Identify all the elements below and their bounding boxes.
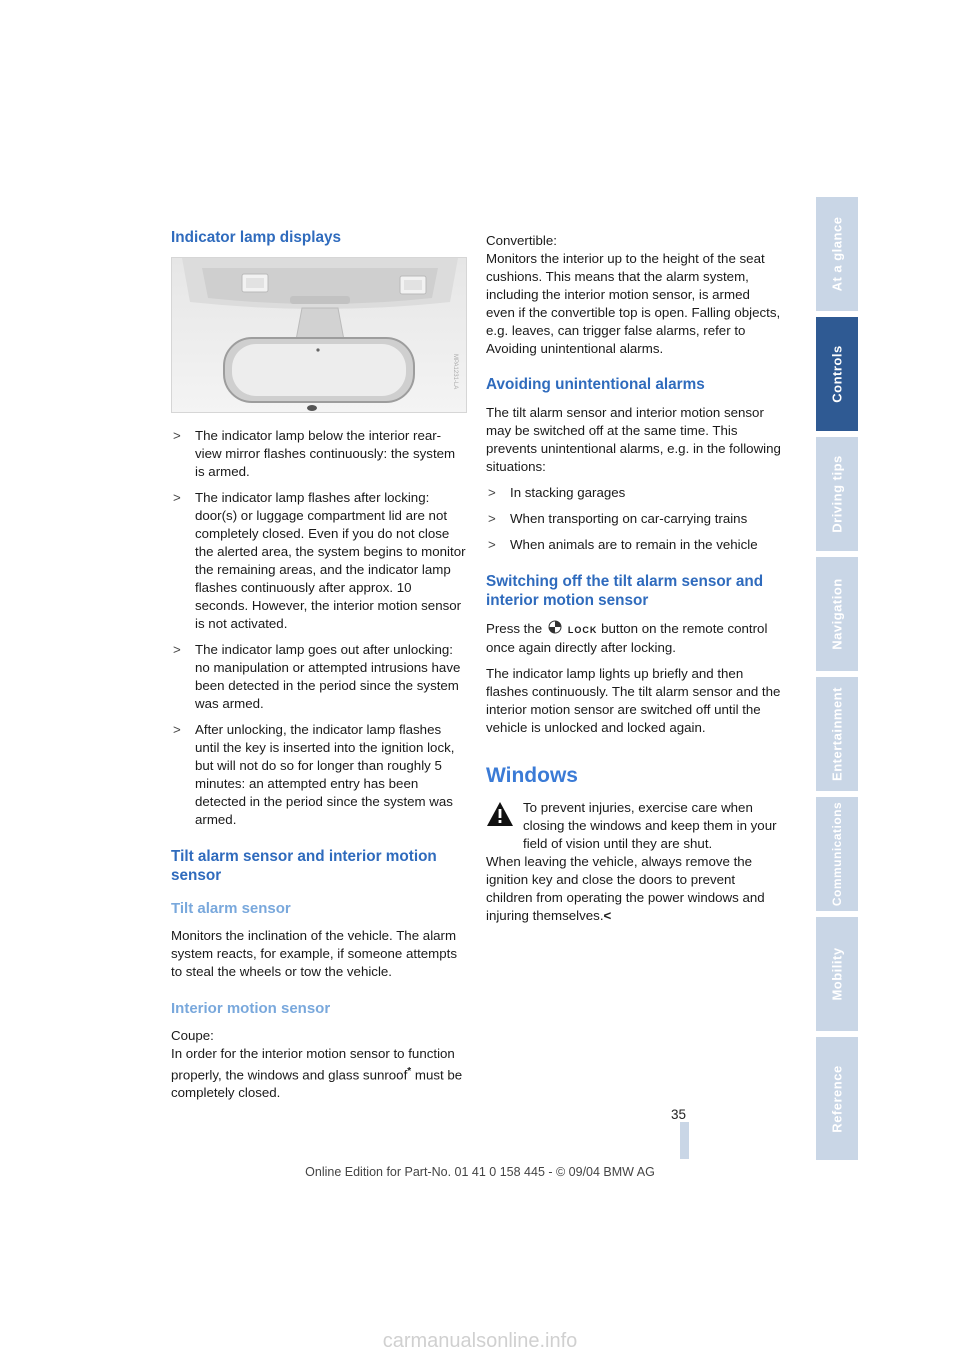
heading-indicator-lamp: Indicator lamp displays (171, 229, 342, 246)
list-item (171, 489, 467, 633)
indicator-bullet-list (171, 427, 467, 829)
tab-label: Controls (829, 345, 845, 403)
watermark: carmanualsonline.info (382, 1330, 578, 1352)
bullet-marker: > (173, 642, 181, 657)
bullet-marker: > (488, 485, 496, 500)
avoid-bullet-list (486, 484, 782, 554)
list-item (171, 721, 467, 829)
heading-avoid-alarms: Avoiding unintentional alarms (486, 376, 705, 393)
tab-label: At a glance (829, 216, 845, 292)
tab-reference[interactable] (816, 1037, 858, 1160)
heading-tilt-interior: Tilt alarm sensor and interior motion sensor (171, 848, 437, 884)
list-item (486, 510, 782, 528)
optional-star: * (407, 1066, 412, 1077)
tab-label: Communications (830, 801, 844, 907)
heading-tilt-sensor: Tilt alarm sensor (171, 900, 291, 917)
tab-label: Driving tips (829, 455, 845, 533)
list-item-text: When animals are to remain in the vehicle (510, 537, 758, 552)
tab-label: Mobility (829, 947, 845, 1001)
page-marker (680, 1122, 689, 1159)
switch-text-before: Press the (486, 621, 543, 637)
convertible-label: Convertible: (486, 233, 557, 248)
coupe-label: Coupe: (171, 1028, 214, 1043)
footer-edition: Online Edition for Part-No. 01 41 0 158 445 - © 09/04 BMW AG (305, 1165, 655, 1179)
coupe-text-after: must be completely closed. (171, 1067, 463, 1101)
tab-label: Reference (829, 1064, 845, 1133)
warning-paragraph-1 (486, 799, 782, 853)
list-item-text: The indicator lamp flashes after locking: door(s) or luggage compartment lid are not completely closed. Even if you do not close the alerted area, the system begins to monitor the remaining areas, and the indicator lamp flashes continuously after approx. 10 seconds. However, the interior motion sensor is not activated. (195, 490, 466, 631)
tab-controls[interactable] (816, 317, 858, 434)
list-item-text: After unlocking, the indicator lamp flashes until the key is inserted into the ignition lock, but will not do so for longer than roughly 5 minutes: an attempted entry has been detected in the period since the system was armed. (195, 722, 455, 827)
bullet-marker: > (488, 511, 496, 526)
heading-switching-off: Switching off the tilt alarm sensor and interior motion sensor (486, 573, 764, 609)
tab-communications[interactable] (816, 797, 858, 914)
list-item (171, 427, 467, 481)
avoid-paragraph: The tilt alarm sensor and interior motion sensor may be switched off at the same time. This prevents unintentional alarms, e.g. in the following situations: (486, 405, 781, 474)
tab-label: Entertainment (829, 687, 845, 781)
list-item-text: The indicator lamp goes out after unlocking: no manipulation or attempted intrusions have been detected in the period since the system was armed. (195, 642, 461, 711)
list-item-text: The indicator lamp below the interior rear-view mirror flashes continuously: the system is armed. (195, 428, 456, 479)
bullet-marker: > (173, 722, 181, 737)
lock-label: LOCK (567, 625, 598, 636)
tab-mobility[interactable] (816, 917, 858, 1034)
list-item-text: When transporting on car-carrying trains (510, 511, 748, 526)
tab-navigation[interactable] (816, 557, 858, 674)
list-item (171, 641, 467, 713)
left-column (171, 228, 467, 1110)
rearview-mirror-illustration (172, 258, 467, 413)
bullet-marker: > (173, 428, 181, 443)
warning-end-marker: < (603, 908, 612, 924)
bullet-marker: > (173, 490, 181, 505)
warning-text-2: When leaving the vehicle, always remove the ignition key and close the doors to prevent children from operating the power windows and injuring themselves. (486, 854, 765, 924)
list-item (486, 536, 782, 554)
page-number: 35 (670, 1107, 686, 1122)
coupe-paragraph (171, 1045, 467, 1102)
windows-warning (486, 799, 782, 925)
tab-at-a-glance[interactable] (816, 197, 858, 314)
right-column (486, 232, 782, 933)
convertible-paragraph: Monitors the interior up to the height of the seat cushions. This means that the alarm system, including the interior motion sensor, is armed even if the convertible top is open. Falling objects, e.g. leaves, can trigger false alarms, refer to Avoiding unintentional alarms. (486, 251, 781, 356)
rearview-mirror-image (171, 257, 467, 413)
tilt-paragraph: Monitors the inclination of the vehicle. The alarm system reacts, for example, if someone attempts to steal the wheels or tow the vehicle. (171, 928, 457, 979)
coupe-text-before: In order for the interior motion sensor to function properly, the windows and glass sunroof (171, 1046, 455, 1083)
list-item (486, 484, 782, 502)
switch-paragraph (486, 620, 782, 657)
chapter-sidebar (816, 197, 858, 1160)
image-code: MPA1231-LA (452, 354, 458, 390)
warning-icon (486, 801, 514, 832)
tab-driving-tips[interactable] (816, 437, 858, 554)
heading-interior-sensor: Interior motion sensor (171, 1000, 331, 1017)
list-item-text: In stacking garages (510, 485, 626, 500)
switch-paragraph-2: The indicator lamp lights up briefly and then flashes continuously. The tilt alarm sensor and the interior motion sensor are switched off until the vehicle is unlocked and locked again. (486, 666, 781, 736)
warning-paragraph-2 (486, 853, 782, 925)
tab-label: Navigation (829, 578, 845, 650)
tab-entertainment[interactable] (816, 677, 858, 794)
bullet-marker: > (488, 537, 496, 552)
switch-text-after: button on the remote control once again directly after locking. (486, 621, 768, 656)
heading-windows: Windows (486, 764, 578, 788)
warning-text-1: To prevent injuries, exercise care when closing the windows and keep them in your field of vision until they are shut. (523, 800, 777, 852)
